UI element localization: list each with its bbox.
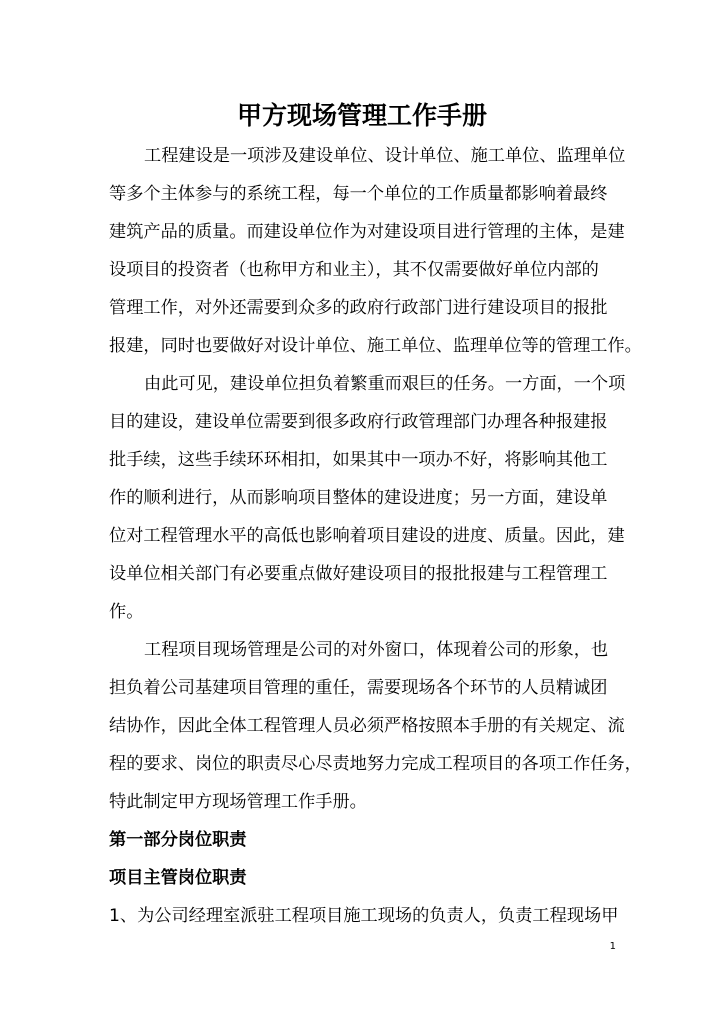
list-item: 1、为公司经理室派驻工程项目施工现场的负责人，负责工程现场甲	[109, 906, 619, 926]
paragraph-line: 工程建设是一项涉及建设单位、设计单位、施工单位、监理单位	[144, 146, 626, 166]
paragraph-line: 位对工程管理水平的高低也影响着项目建设的进度、质量。因此，建	[109, 526, 625, 546]
paragraph-line: 程的要求、岗位的职责尽心尽责地努力完成工程项目的各项工作任务，	[109, 754, 642, 774]
paragraph-line: 设单位相关部门有必要重点做好建设项目的报批报建与工程管理工	[109, 564, 608, 584]
paragraph-line: 目的建设，建设单位需要到很多政府行政管理部门办理各种报建报	[109, 412, 608, 432]
paragraph-line: 特此制定甲方现场管理工作手册。	[109, 792, 367, 812]
paragraph-line: 建筑产品的质量。而建设单位作为对建设项目进行管理的主体，是建	[109, 222, 625, 242]
paragraph-line: 设项目的投资者（也称甲方和业主），其不仅需要做好单位内部的	[109, 260, 599, 280]
document-title: 甲方现场管理工作手册	[236, 101, 487, 130]
paragraph-tasks	[109, 365, 626, 631]
paragraph-line: 批手续，这些手续环环相扣，如果其中一项办不好，将影响其他工	[109, 450, 608, 470]
paragraph-line: 管理工作，对外还需要到众多的政府行政部门进行建设项目的报批	[109, 298, 608, 318]
section-heading: 第一部分岗位职责	[109, 830, 247, 850]
paragraph-intro	[109, 137, 642, 365]
paragraph-purpose	[109, 631, 642, 821]
paragraph-line: 等多个主体参与的系统工程，每一个单位的工作质量都影响着最终	[109, 184, 608, 204]
paragraph-line: 由此可见，建设单位担负着繁重而艰巨的任务。一方面，一个项	[144, 374, 626, 394]
subsection-heading: 项目主管岗位职责	[109, 868, 247, 888]
paragraph-line: 工程项目现场管理是公司的对外窗口，体现着公司的形象，也	[144, 640, 609, 660]
paragraph-line: 报建，同时也要做好对设计单位、施工单位、监理单位等的管理工作。	[109, 336, 642, 356]
paragraph-line: 结协作，因此全体工程管理人员必须严格按照本手册的有关规定、流	[109, 716, 625, 736]
paragraph-line: 作的顺利进行，从而影响项目整体的建设进度；另一方面，建设单	[109, 488, 608, 508]
paragraph-line: 担负着公司基建项目管理的重任，需要现场各个环节的人员精诚团	[109, 678, 608, 698]
paragraph-line: 作。	[109, 602, 144, 622]
page-number: 1	[609, 941, 616, 952]
